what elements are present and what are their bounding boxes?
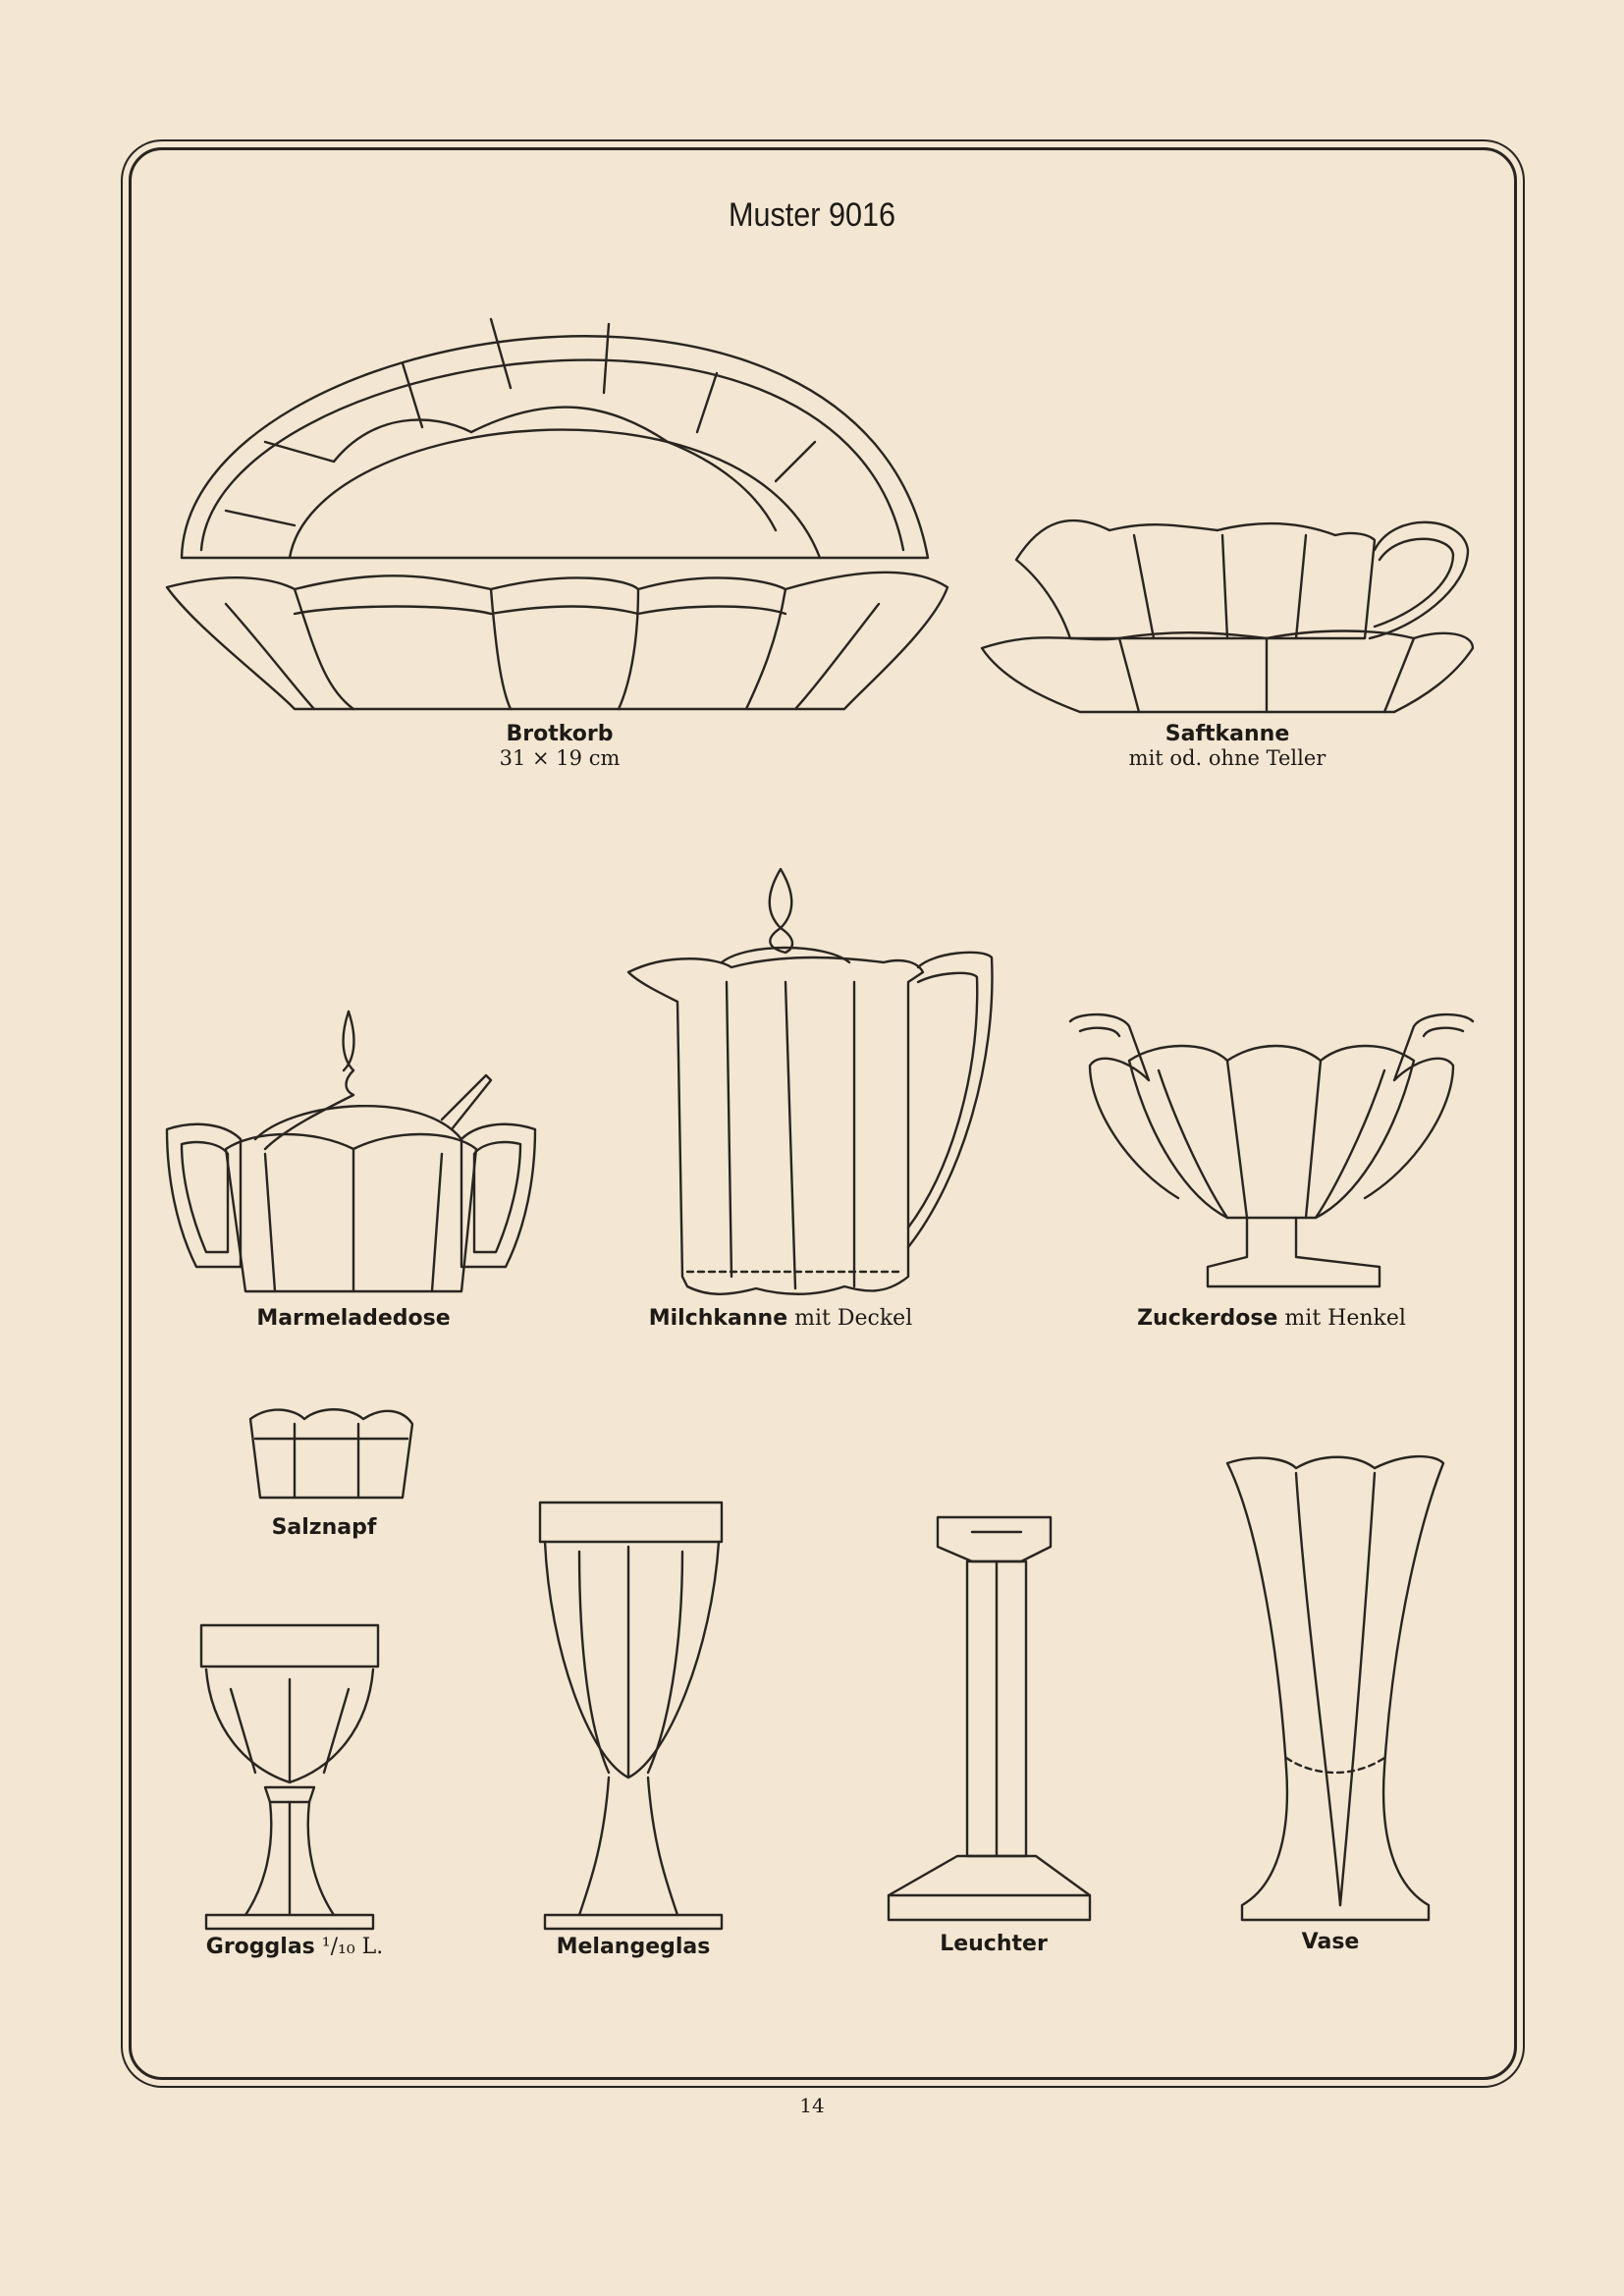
melangeglas-illustration — [540, 1503, 722, 1929]
leuchter-caption: Leuchter — [940, 1932, 1048, 1956]
vase-illustration — [1227, 1456, 1443, 1920]
melangeglas-caption: Melangeglas — [556, 1935, 711, 1959]
milchkanne-illustration — [628, 869, 992, 1294]
grogglas-caption: Grogglas ¹/₁₀ L. — [205, 1935, 384, 1959]
saftkanne-caption: Saftkanne mit od. ohne Teller — [1128, 722, 1326, 770]
leuchter-illustration — [889, 1517, 1090, 1920]
marmeladedose-illustration — [167, 1011, 535, 1291]
brotkorb-caption: Brotkorb 31 × 19 cm — [499, 722, 621, 770]
page-number: 14 — [799, 2094, 825, 2117]
zuckerdose-illustration — [1070, 1014, 1473, 1286]
zuckerdose-caption: Zuckerdose mit Henkel — [1137, 1306, 1406, 1331]
page-title: Muster 9016 — [728, 196, 896, 234]
brotkorb-illustration — [167, 319, 947, 709]
saftkanne-illustration — [982, 520, 1473, 712]
milchkanne-caption: Milchkanne mit Deckel — [648, 1306, 913, 1331]
vase-caption: Vase — [1301, 1930, 1360, 1954]
marmeladedose-caption: Marmeladedose — [256, 1306, 451, 1331]
salznapf-caption: Salznapf — [271, 1515, 377, 1540]
salznapf-illustration — [250, 1409, 412, 1498]
grogglas-illustration — [201, 1625, 378, 1929]
